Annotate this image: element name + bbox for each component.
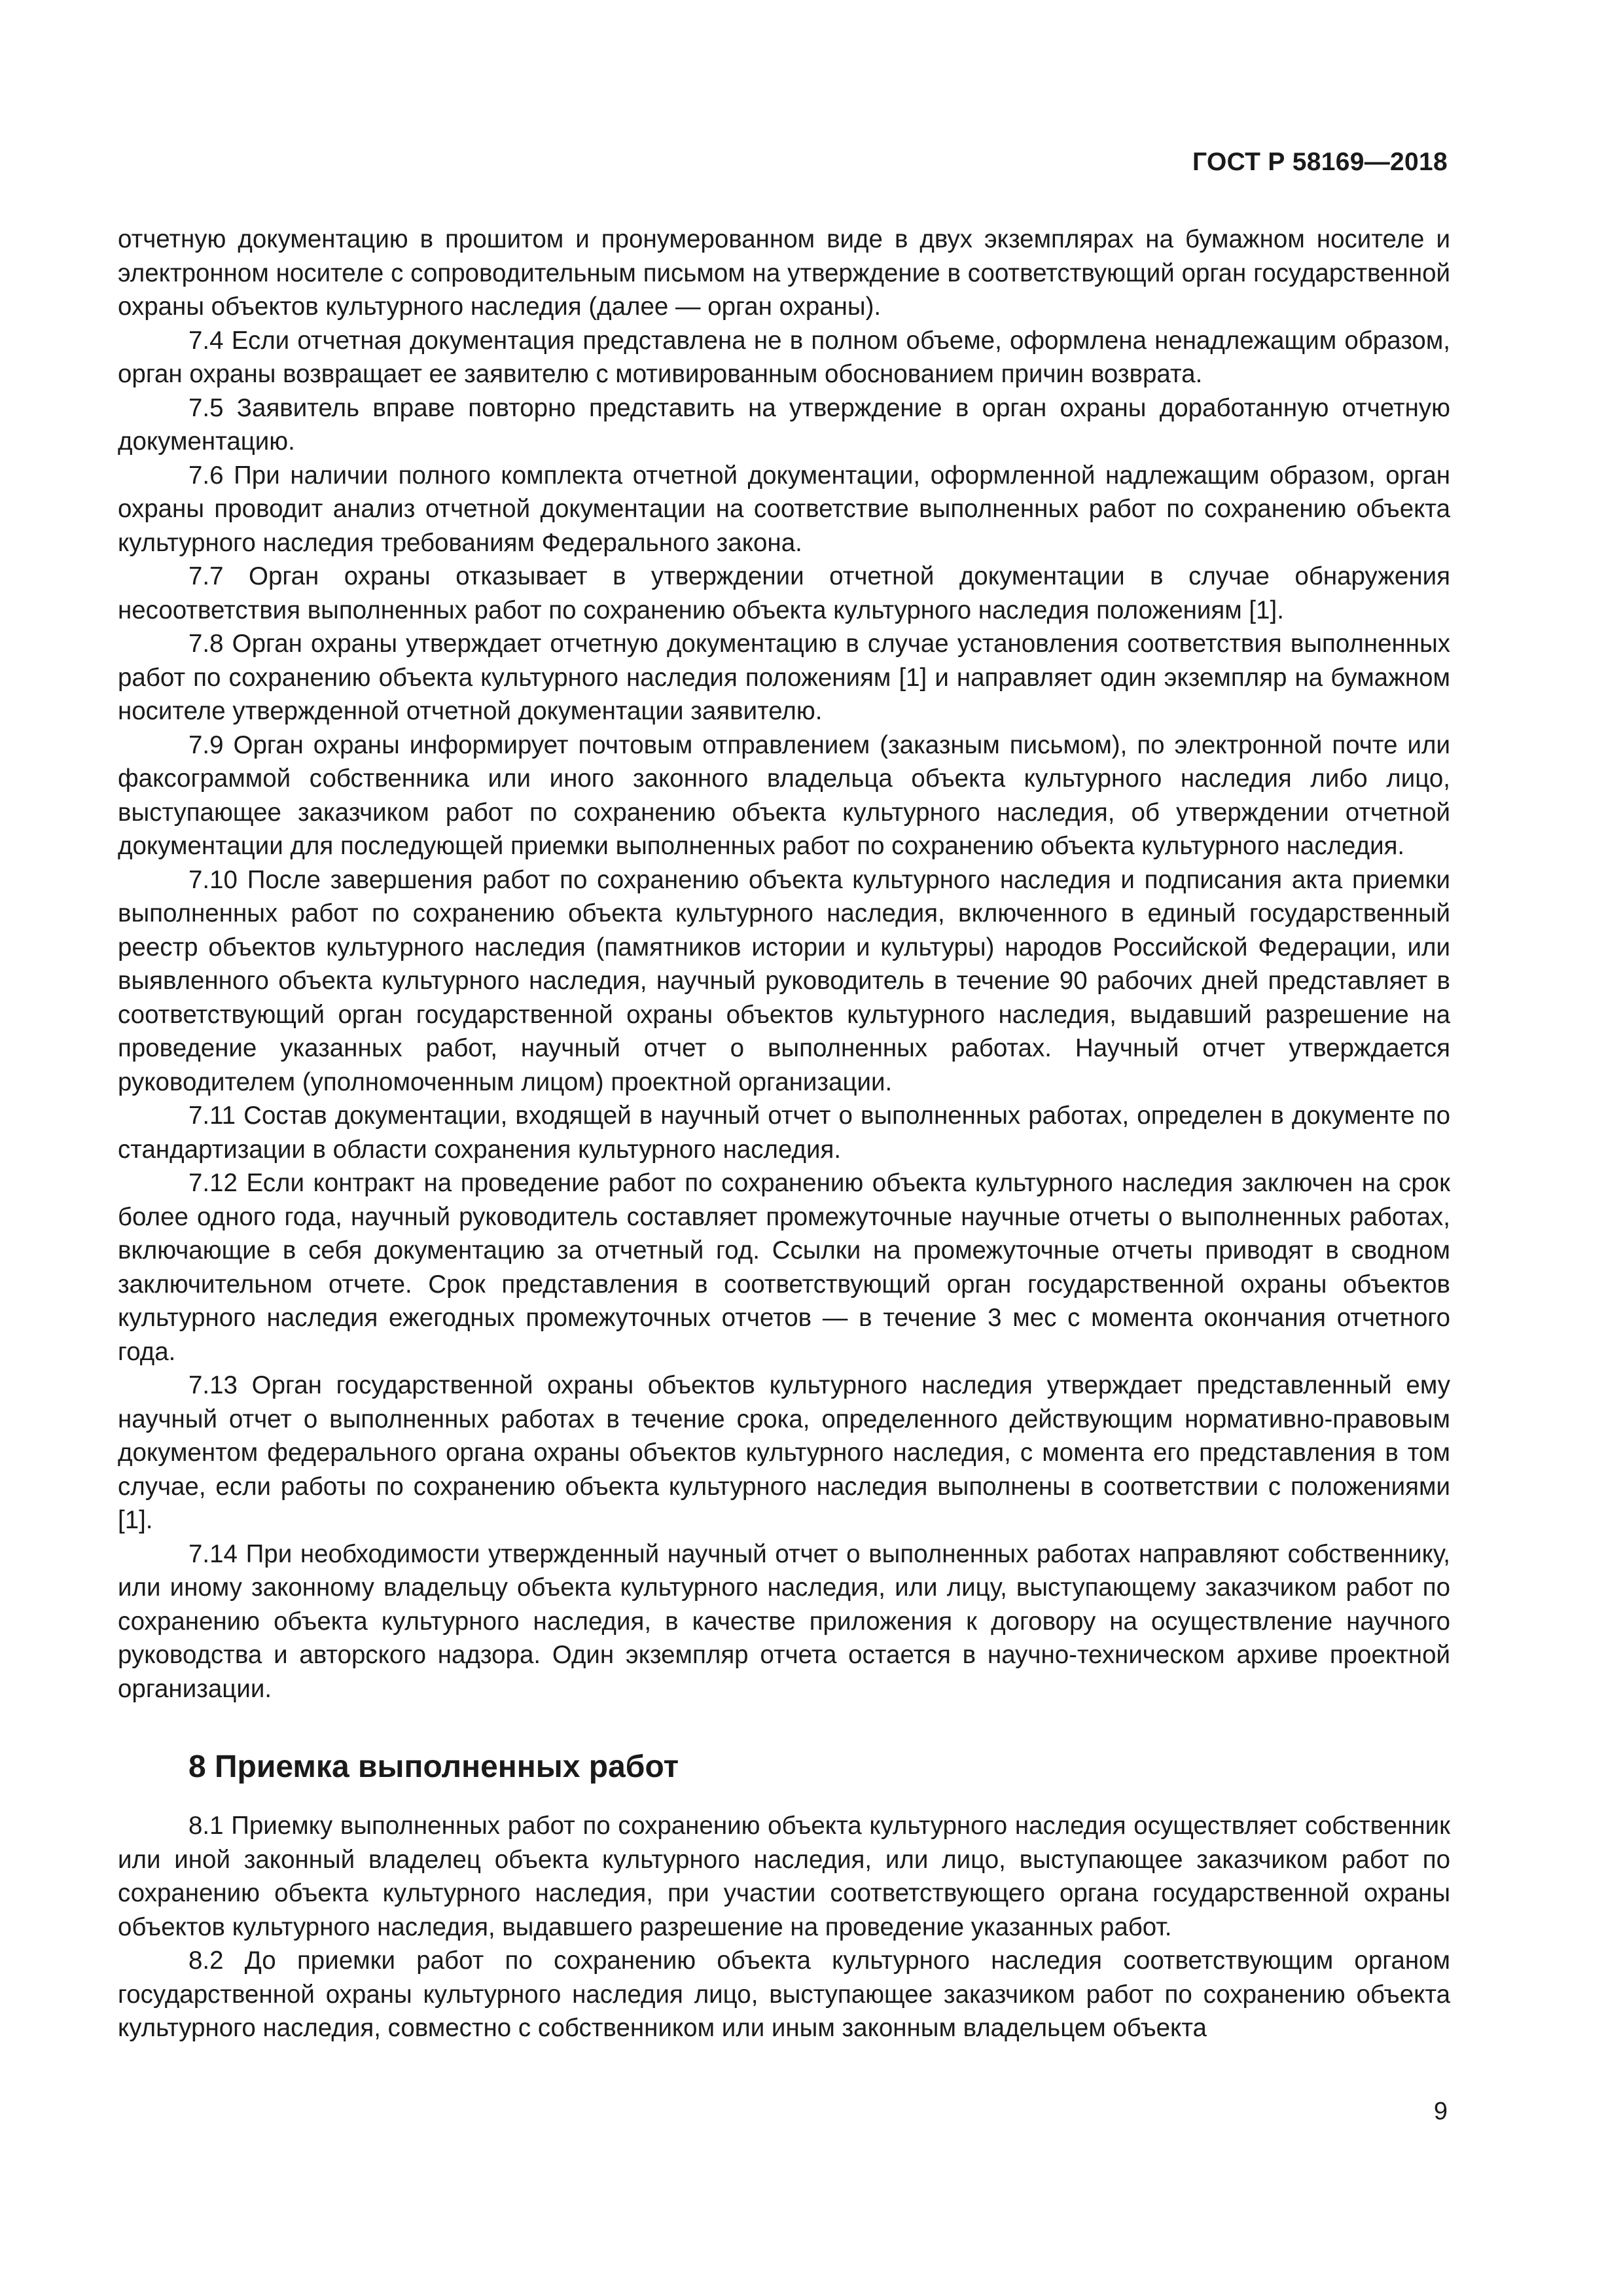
paragraph-8-1: 8.1 Приемку выполненных работ по сохранению объекта культурного наследия осуществляет собственник или иной законный владелец объекта культурного наследия, или лицо, выступающее заказчиком работ по сохранению объекта культурного наследия, при участии соответствующего органа государственной охраны объектов культурного наследия, выдавшего разрешение на проведение указанных работ. xyxy=(118,1812,1450,1941)
paragraph-7-5: 7.5 Заявитель вправе повторно представить на утверждение в орган охраны доработанную отчетную документацию. xyxy=(118,393,1450,456)
paragraph-7-13: 7.13 Орган государственной охраны объектов культурного наследия утверждает представленный ему научный отчет о выполненных работах в течение срока, определенного действующим нормативно-правовым документом федерального органа охраны объектов культурного наследия, с момента его представления в том случае, если работы по сохранению объекта культурного наследия выполнены в соответствии с положениями [1]. xyxy=(118,1371,1450,1534)
paragraph-7-10: 7.10 После завершения работ по сохранению объекта культурного наследия и подписания акта приемки выполненных работ по сохранению объекта культурного наследия, включенного в единый государственный реестр объектов культурного наследия (памятников истории и культуры) народов Российской Федерации, или выявленного объекта культурного наследия, научный руководитель в течение 90 рабочих дней представляет в соответствующий орган государственной охраны объектов культурного наследия, выдавший разрешение на проведение указанных работ, научный отчет о выполненных работах. Научный отчет утверждается руководителем (уполномоченным лицом) проектной организации. xyxy=(118,865,1450,1096)
page-content xyxy=(118,223,1450,2045)
paragraph-7-4: 7.4 Если отчетная документация представлена не в полном объеме, оформлена ненадлежащим образом, орган охраны возвращает ее заявителю с мотивированным обоснованием причин возврата. xyxy=(118,326,1450,388)
paragraph-7-6: 7.6 При наличии полного комплекта отчетной документации, оформленной надлежащим образом, орган охраны проводит анализ отчетной документации на соответствие выполненных работ по сохранению объекта культурного наследия требованиям Федерального закона. xyxy=(118,461,1450,557)
paragraph-7-3-continuation: отчетную документацию в прошитом и пронумерованном виде в двух экземплярах на бумажном носителе и электронном носителе с сопроводительным письмом на утверждение в соответствующий орган государственной охраны объектов культурного наследия (далее — орган охраны). xyxy=(118,225,1450,321)
standard-code-header: ГОСТ Р 58169—2018 xyxy=(1192,148,1448,176)
paragraph-7-11: 7.11 Состав документации, входящей в научный отчет о выполненных работах, определен в документе по стандартизации в области сохранения культурного наследия. xyxy=(118,1102,1450,1164)
paragraph-7-9: 7.9 Орган охраны информирует почтовым отправлением (заказным письмом), по электронной почте или факсограммой собственника или иного законного владельца объекта культурного наследия либо лицо, выступающее заказчиком работ по сохранению объекта культурного наследия, об утверждении отчетной документации для последующей приемки выполненных работ по сохранению объекта культурного наследия. xyxy=(118,730,1450,860)
paragraph-7-8: 7.8 Орган охраны утверждает отчетную документацию в случае установления соответствия выполненных работ по сохранению объекта культурного наследия положениям [1] и направляет один экземпляр на бумажном носителе утвержденной отчетной документации заявителю. xyxy=(118,630,1450,725)
section-8-heading: 8 Приемка выполненных работ xyxy=(188,1749,679,1784)
page-number: 9 xyxy=(1433,2098,1448,2125)
paragraph-7-7: 7.7 Орган охраны отказывает в утверждении отчетной документации в случае обнаружения несоответствия выполненных работ по сохранению объекта культурного наследия положениям [1]. xyxy=(118,562,1450,624)
paragraph-7-14: 7.14 При необходимости утвержденный научный отчет о выполненных работах направляют собственнику, или иному законному владельцу объекта культурного наследия, или лицу, выступающему заказчиком работ по сохранению объекта культурного наследия, в качестве приложения к договору на осуществление научного руководства и авторского надзора. Один экземпляр отчета остается в научно-техническом архиве проектной организации. xyxy=(118,1539,1450,1703)
paragraph-8-2: 8.2 До приемки работ по сохранению объекта культурного наследия соответствующим органом государственной охраны культурного наследия лицо, выступающее заказчиком работ по сохранению объекта культурного наследия, совместно с собственником или иным законным владельцем объекта xyxy=(118,1946,1450,2042)
paragraph-7-12: 7.12 Если контракт на проведение работ по сохранению объекта культурного наследия заключен на срок более одного года, научный руководитель составляет промежуточные научные отчеты о выполненных работах, включающие в себя документацию за отчетный год. Ссылки на промежуточные отчеты приводят в сводном заключительном отчете. Срок представления в соответствующий орган государственной охраны объектов культурного наследия ежегодных промежуточных отчетов — в течение 3 мес с момента окончания отчетного года. xyxy=(118,1169,1450,1366)
